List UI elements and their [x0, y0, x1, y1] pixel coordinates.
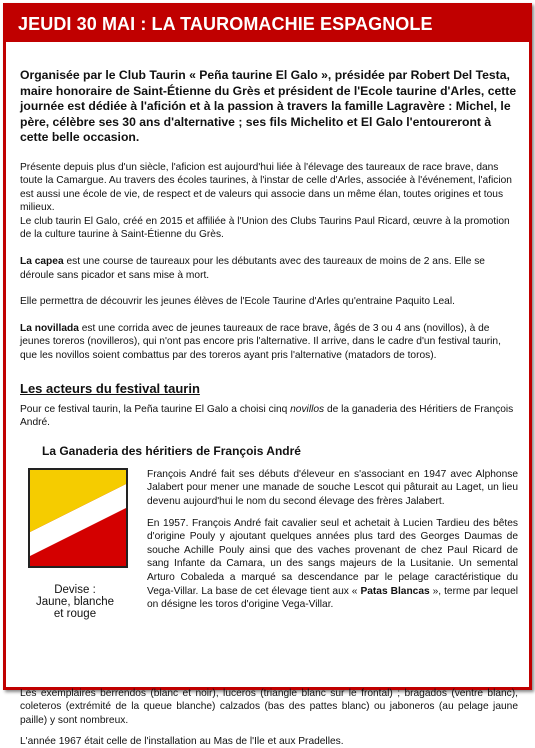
paragraph-acteurs	[20, 403, 518, 430]
ganaderia-section	[20, 468, 518, 693]
page-title: JEUDI 30 MAI : LA TAUROMACHIE ESPAGNOLE	[18, 14, 433, 34]
devise-caption	[20, 584, 130, 620]
devise-flag	[28, 468, 128, 568]
ganaderia-2-text-2: », terme par lequel on désigne les toros d'origine Vega-Villar.	[147, 585, 518, 611]
section-title-acteurs: Les acteurs du festival taurin	[20, 380, 200, 396]
acteurs-text-2: de la ganaderia des Héritiers de François André.	[20, 403, 514, 429]
title-banner	[6, 6, 529, 42]
paragraph-novillada	[20, 322, 518, 363]
intro-paragraph: Organisée par le Club Taurin « Peña taurine El Galo », présidée par Robert Del Testa, maire honoraire de Saint-Étienne du Grès et président de l'Ecole taurine d'Arles, cette journée est dédiée à l'afición et à la passion à travers la famille Lagravère : Michel, le père, célèbre ses 30 ans d'alternative ; ses fils Michelito et El Galo l'entoureront à cette belle occasion.	[20, 68, 517, 144]
patas-blancas-term: Patas Blancas	[360, 585, 430, 597]
novillos-term: novillos	[290, 403, 325, 415]
devise-colors-line1: Jaune, blanche	[35, 595, 114, 608]
capea-term: La capea	[20, 256, 64, 268]
devise-label: Devise :	[54, 583, 96, 596]
paragraph-ganaderia-3: Les exemplaires berrendos (blanc et noir), luceros (triangle blanc sur le frontal) ; bragados (ventre blanc), coleteros (extrémité de la queue blanche) calzados (bas des pattes blanc) ou jaboneros (au pelage jaune paille) y sont nombreux.	[20, 687, 518, 726]
ganaderia-tail	[20, 687, 518, 748]
article-body	[20, 68, 518, 748]
paragraph-ganaderia-4: L'année 1967 était celle de l'installation au Mas de l'Ile et aux Pradelles.	[20, 735, 344, 747]
ganaderia-title: La Ganaderia des héritiers de François André	[42, 443, 301, 458]
ganaderia-2-text-1: En 1957. François André fait cavalier seul et achetait à Lucien Tardieu des bêtes d'origine Pouly y ajoutant quelques années plus tard des Georges Daumas de souche Achille Pouly ainsi que des vaches provenant de chez Paul Ricard de sang Infante da Camara, un des sangs majeurs de la Lusitanie. Un semental Arturo Cobaleda a marqué sa descendance par le pelage caractéristique du Vega-Villar. La base de cet élevage tient aux «	[147, 517, 518, 597]
novillada-text: est une corrida avec de jeunes taureaux de race brave, âgés de 3 ou 4 ans (novillos), à de jeunes toreros (novilleros), qui n'ont pas encore pris l'alternative. Il arrive, dans le cadre d'un festival taurin, que les novillos soient combattus par des toreros ayant pris l'alternative (matadors de toros).	[20, 322, 501, 362]
capea-text: est une course de taureaux pour les débutants avec des taureaux de moins de 2 ans. Elle se déroule sans picador et sans mise à mort.	[20, 256, 485, 281]
acteurs-text-1: Pour ce festival taurin, la Peña taurine El Galo a choisi cinq	[20, 403, 291, 415]
paragraph-club: Le club taurin El Galo, créé en 2015 et affiliée à l'Union des Clubs Taurins Paul Ricard, œuvre à la promotion de la culture taurine à Saint-Étienne du Grès.	[20, 215, 510, 241]
paragraph-ecole: Elle permettra de découvrir les jeunes élèves de l'Ecole Taurine d'Arles qu'entraine Paquito Leal.	[20, 296, 455, 308]
novillada-term: La novillada	[20, 322, 79, 334]
devise-block	[20, 468, 130, 620]
article-frame	[3, 3, 532, 747]
paragraph-capea	[20, 255, 518, 282]
paragraph-aficion: Présente depuis plus d'un siècle, l'aficion est aujourd'hui liée à l'élevage des taureaux de race brave, dans toute la Camargue. Au travers des écoles taurines, à l'instar de celle d'Arles, associée à l'événement, l'aficion est aussi une école de vie, de respect et de valeurs qui associe dans un même élan, toutes origines et tous milieux.	[20, 161, 512, 214]
ganaderia-text	[147, 468, 518, 620]
devise-colors-line2: et rouge	[53, 607, 97, 620]
paragraph-ganaderia-1: François André fait ses débuts d'éleveur en s'associant en 1947 avec Alphonse Jalabert pour mener une manade de souche Lescot qui pâturait au Laget, un lieu devenu aujourd'hui le nom du second élevage des frères Jalabert.	[147, 468, 518, 507]
paragraph-ganaderia-2	[147, 517, 518, 612]
